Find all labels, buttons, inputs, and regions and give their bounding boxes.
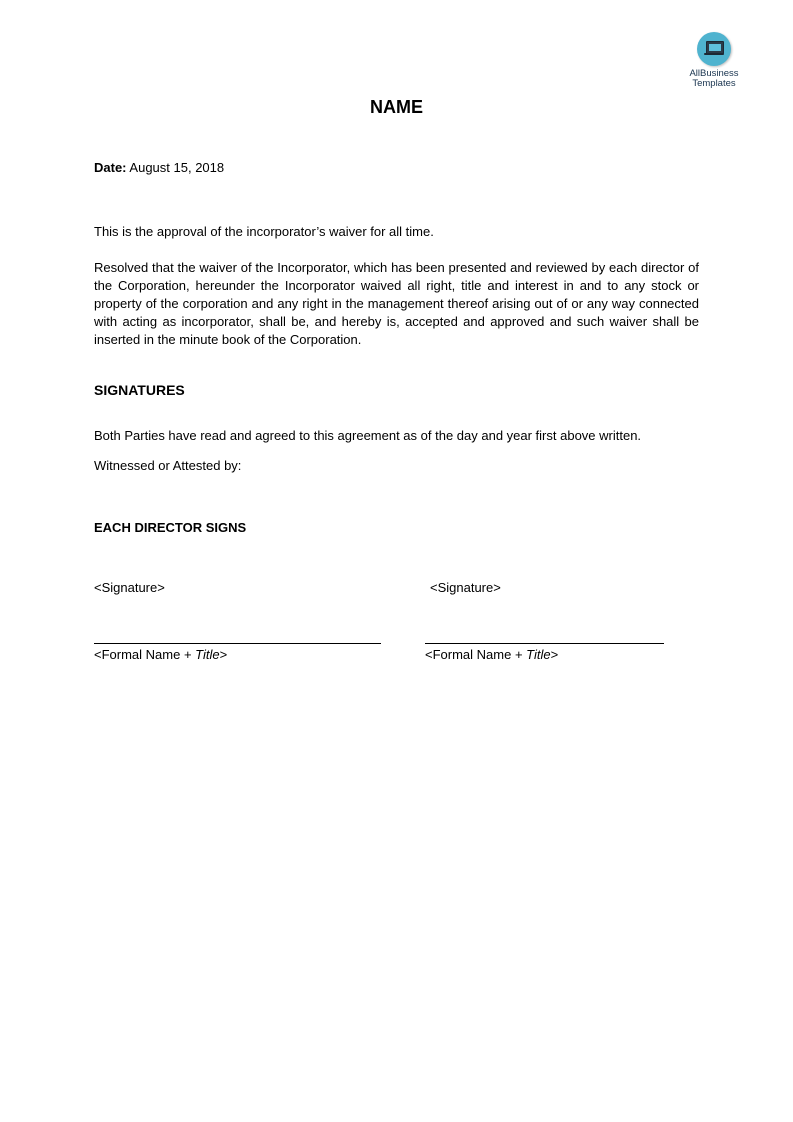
formal-name-suffix-1: > [219, 647, 228, 662]
each-director-heading: EACH DIRECTOR SIGNS [94, 520, 247, 535]
brand-line-1: AllBusiness [689, 68, 739, 79]
date-value: August 15, 2018 [129, 160, 225, 175]
laptop-icon [697, 32, 731, 66]
brand-logo [682, 32, 746, 89]
formal-name-1 [94, 646, 227, 664]
signature-line-1 [94, 643, 381, 644]
formal-name-2 [425, 646, 558, 664]
brand-line-2: Templates [692, 78, 736, 89]
formal-name-title-1: Title [195, 647, 220, 662]
signature-line-2 [425, 643, 664, 644]
signature-placeholder-2: <Signature> [430, 580, 501, 595]
intro-paragraph: This is the approval of the incorporator’s waiver for all time. [94, 224, 434, 239]
formal-name-title-2: Title [526, 647, 551, 662]
formal-name-prefix-2: <Formal Name + [425, 647, 527, 662]
date-label: Date: [94, 160, 127, 175]
formal-name-prefix-1: <Formal Name + [94, 647, 196, 662]
agreement-statement: Both Parties have read and agreed to this agreement as of the day and year first above written. [94, 428, 642, 443]
document-title: NAME [370, 97, 423, 117]
signature-placeholder-1: <Signature> [94, 580, 165, 595]
resolution-paragraph: Resolved that the waiver of the Incorporator, which has been presented and reviewed by each director of the Corporation, hereunder the Incorporator waived all right, title and interest in and to any stock or property of the corporation and any right in the management thereof arising out of or any way connected with acting as incorporator, shall be, and hereby is, accepted and approved and such waiver shall be inserted in the minute book of the Corporation. [94, 260, 699, 347]
formal-name-suffix-2: > [550, 647, 559, 662]
signatures-heading: SIGNATURES [94, 382, 185, 398]
date-line [94, 159, 699, 177]
brand-name [682, 69, 746, 89]
witness-statement: Witnessed or Attested by: [94, 458, 242, 473]
